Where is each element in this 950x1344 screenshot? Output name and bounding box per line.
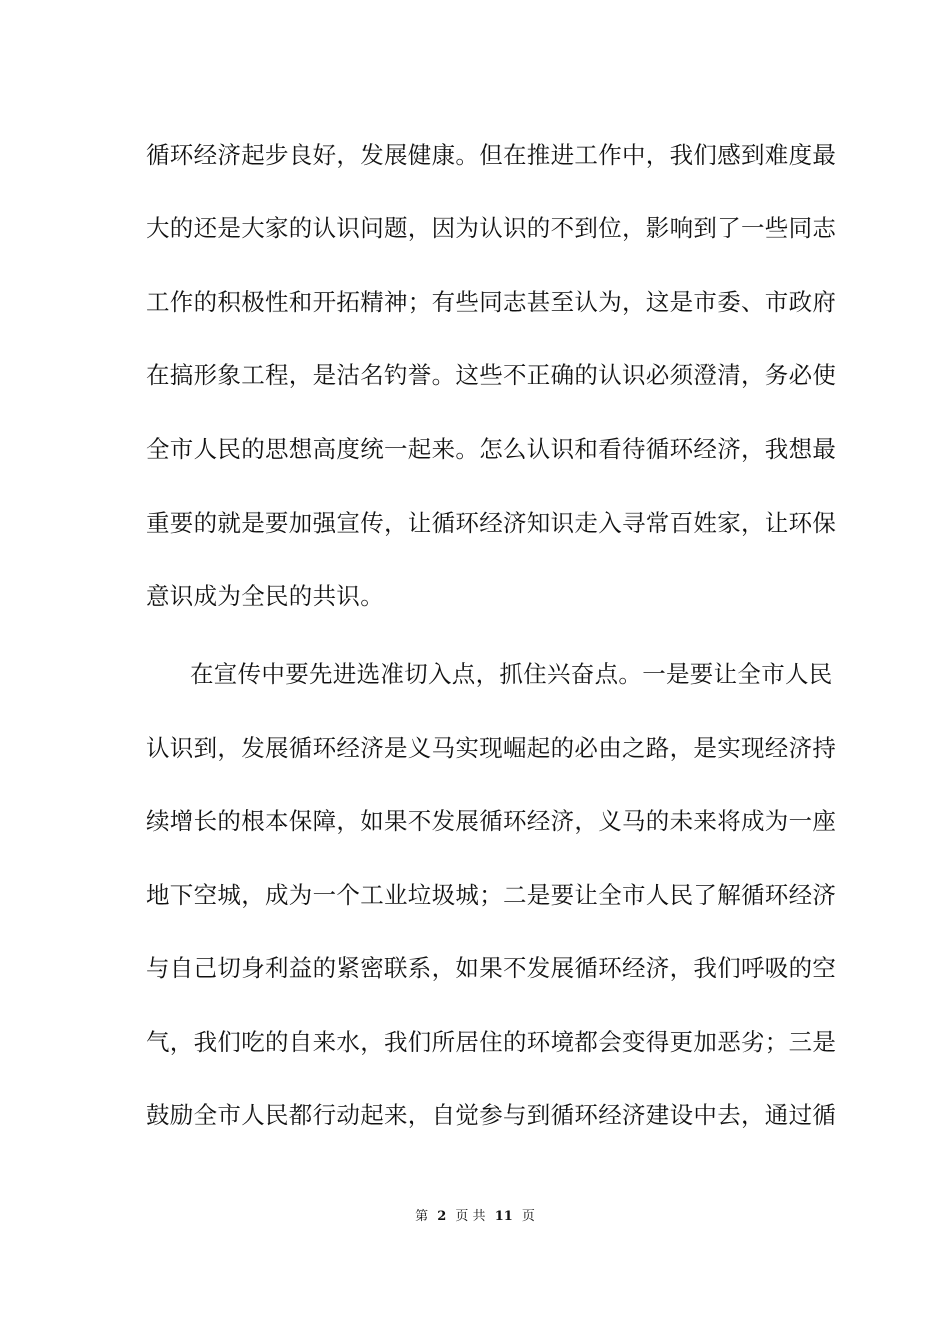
footer-total-pages: 11 [494,1209,513,1224]
paragraph-1-line-2: 大的还是大家的认识问题，因为认识的不到位，影响到了一些同志 [146,214,837,242]
paragraph-2-line-6: 气，我们吃的自来水，我们所居住的环境都会变得更加恶劣；三是 [146,1028,837,1056]
paragraph-2-line-7: 鼓励全市人民都行动起来，自觉参与到循环经济建设中去，通过循 [146,1101,837,1129]
paragraph-1-line-6: 重要的就是要加强宣传，让循环经济知识走入寻常百姓家，让环保 [146,509,837,537]
paragraph-1-line-3: 工作的积极性和开拓精神；有些同志甚至认为，这是市委、市政府 [146,288,837,316]
paragraph-1-line-4: 在搞形象工程，是沽名钓誉。这些不正确的认识必须澄清，务必使 [146,361,837,389]
paragraph-1-line-7: 意识成为全民的共识。 [146,582,384,610]
paragraph-2-line-5: 与自己切身利益的紧密联系，如果不发展循环经济，我们呼吸的空 [146,954,837,982]
footer-suffix: 页 [521,1209,535,1224]
paragraph-1-line-5: 全市人民的思想高度统一起来。怎么认识和看待循环经济，我想最 [146,435,837,463]
page-footer [0,1208,950,1226]
paragraph-2-line-1: 在宣传中要先进选准切入点，抓住兴奋点。一是要让全市人民 [190,660,833,688]
paragraph-2-line-4: 地下空城，成为一个工业垃圾城；二是要让全市人民了解循环经济 [146,881,837,909]
paragraph-2-line-3: 续增长的根本保障，如果不发展循环经济，义马的未来将成为一座 [146,807,837,835]
footer-current-page: 2 [437,1209,447,1224]
footer-prefix: 第 [415,1209,429,1224]
paragraph-1-line-1: 循环经济起步良好，发展健康。但在推进工作中，我们感到难度最 [146,141,837,169]
footer-middle: 页 共 [455,1209,486,1224]
paragraph-2-line-2: 认识到，发展循环经济是义马实现崛起的必由之路，是实现经济持 [146,734,837,762]
